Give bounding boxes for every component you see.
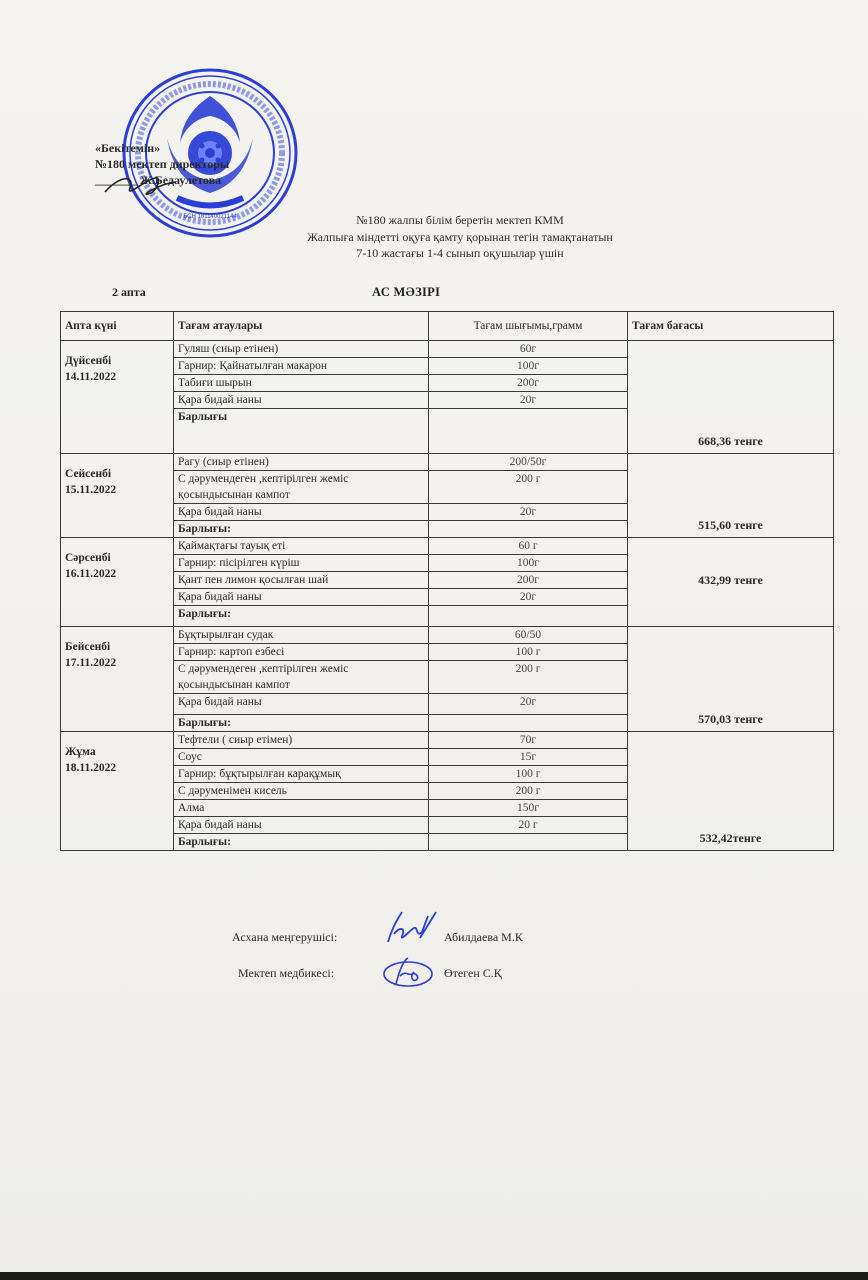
approval-line-2: №180 мектеп директоры [95,157,230,171]
dish-name: Қара бидай наны [174,504,429,521]
dish-name: Қаймақтағы тауық еті [174,538,429,555]
dish-name: С дәрумендеген ,кептірілген жеміс қосындысынан кампот [174,471,429,504]
total-label: Барлығы: [174,606,429,627]
dish-yield: 70г [429,732,628,749]
dish-yield: 20г [429,392,628,409]
day-price: 570,03 тенге [628,627,834,732]
menu-table [60,311,834,851]
nurse-signature-icon [378,954,438,990]
day-date: 17.11.2022 [65,657,117,669]
day-price: 432,99 тенге [628,538,834,627]
menu-title: АС МӘЗІРІ [372,285,441,299]
dish-yield: 200/50г [429,454,628,471]
dish-name: Гарнир: бұқтырылған карақұмық [174,766,429,783]
dish-name: С дәрумендеген ,кептірілген жеміс қосындысынан кампот [174,661,429,694]
dish-name: С дәруменімен кисель [174,783,429,800]
header-price: Тағам бағасы [628,312,834,341]
total-label: Барлығы: [174,715,429,732]
bottom-edge [0,1272,868,1280]
table-row [61,538,834,555]
dish-yield: 200 г [429,471,628,504]
total-yield [429,834,628,851]
dish-name: Гуляш (сиыр етінен) [174,341,429,358]
day-date: 18.11.2022 [65,762,117,774]
dish-yield: 100 г [429,644,628,661]
table-row [61,627,834,644]
dish-yield: 100 г [429,766,628,783]
dish-yield: 100г [429,555,628,572]
day-name: Сейсенбі [65,468,112,480]
approval-line-3: _______ Ж.Бедаулетова [95,173,222,187]
dish-name: Алма [174,800,429,817]
dish-yield: 60 г [429,538,628,555]
school-name: №180 жалпы білім беретін мектеп КММ [356,213,564,227]
dish-yield: 20 г [429,817,628,834]
dish-yield: 60/50 [429,627,628,644]
dish-name: Қант пен лимон қосылған шай [174,572,429,589]
week-label: 2 апта [112,285,146,299]
dish-yield: 20г [429,504,628,521]
dish-name: Тефтели ( сиыр етімен) [174,732,429,749]
approval-block [95,140,229,188]
total-yield [429,409,628,454]
day-price: 532,42тенге [628,732,834,851]
day-price: 668,36 тенге [628,341,834,454]
header-dish: Тағам атаулары [174,312,429,341]
dish-yield: 200г [429,572,628,589]
dish-name: Гарнир: Қайнатылған макарон [174,358,429,375]
day-name: Сәрсенбі [65,552,111,564]
dish-name: Гарнир: картоп езбесі [174,644,429,661]
day-cell [61,627,174,732]
day-cell [61,538,174,627]
header-day: Апта күні [61,312,174,341]
dish-yield: 20г [429,589,628,606]
nurse-name: Өтеген С.Қ [444,966,502,980]
approval-line-1: «Бекітемін» [95,141,161,155]
day-cell [61,454,174,538]
dish-yield: 200 г [429,661,628,694]
day-name: Бейсенбі [65,641,111,653]
dish-name: Соус [174,749,429,766]
dish-name: Қара бидай наны [174,817,429,834]
day-date: 15.11.2022 [65,484,117,496]
dish-yield: 200г [429,375,628,392]
table-header-row [61,312,834,341]
day-name: Дүйсенбі [65,355,112,367]
dish-yield: 150г [429,800,628,817]
total-label: Барлығы [174,409,429,454]
table-row [61,732,834,749]
dish-name: Табиғи шырын [174,375,429,392]
dish-yield: 60г [429,341,628,358]
table-row [61,454,834,471]
day-cell [61,732,174,851]
dish-name: Гарнир: пісірілген күріш [174,555,429,572]
day-date: 16.11.2022 [65,568,117,580]
funding-line: Жалпыға міндетті оқуға қамту қорынан тегін тамақтанатын [307,229,613,244]
day-date: 14.11.2022 [65,371,117,383]
total-yield [429,606,628,627]
nurse-label: Мектеп медбикесі: [238,966,335,980]
total-label: Барлығы: [174,521,429,538]
day-name: Жұма [65,746,96,758]
table-row [61,341,834,358]
dish-name: Қара бидай наны [174,589,429,606]
total-yield [429,715,628,732]
cook-name: Абилдаева М.К [444,930,523,944]
total-label: Барлығы: [174,834,429,851]
day-price: 515,60 тенге [628,454,834,538]
header-yield: Тағам шығымы,грамм [429,312,628,341]
document-header [250,212,670,262]
dish-name: Бұқтырылған судак [174,627,429,644]
day-cell [61,341,174,454]
dish-name: Рагу (сиыр етінен) [174,454,429,471]
dish-yield: 100г [429,358,628,375]
dish-yield: 20г [429,694,628,715]
cook-signature-icon [380,908,440,948]
audience-line: 7-10 жастағы 1-4 сынып оқушылар үшін [356,246,564,260]
total-yield [429,521,628,538]
cook-label: Асхана меңгерушісі: [232,930,338,944]
svg-text:БСН 181140021144: БСН 181140021144 [183,214,237,220]
dish-name: Қара бидай наны [174,392,429,409]
dish-yield: 200 г [429,783,628,800]
dish-name: Қара бидай наны [174,694,429,715]
dish-yield: 15г [429,749,628,766]
